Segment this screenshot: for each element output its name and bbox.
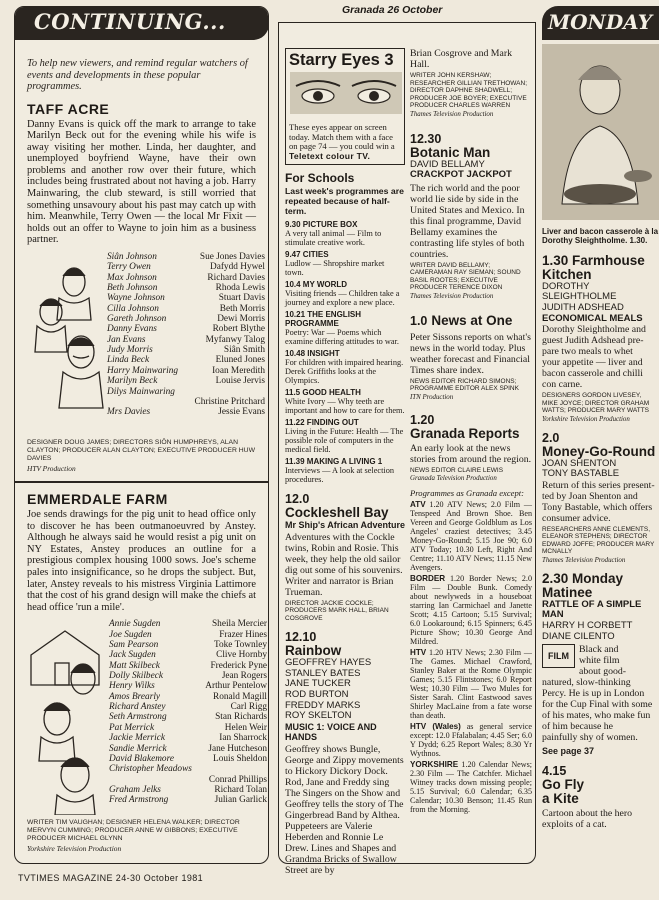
cast-role: Seth Armstrong [109,712,167,723]
schools-title: For Schools [285,171,355,186]
cast-actor: Julian Garlick [214,795,267,806]
date-header [278,0,536,24]
cast-role: Marilyn Beck [107,376,158,387]
cast-row [109,754,267,764]
cast-actor: Arthur Pentelow [205,681,267,692]
farmhouse-desc-line: your appetite — liver and [542,357,643,369]
cast-row [107,304,265,314]
cast-row [109,764,267,785]
cast-row [109,671,267,681]
cast-actor: Sue Jones Davies [199,252,265,263]
cast-role: Mrs Davies [107,407,151,418]
cast-row [109,712,267,722]
cast-row [107,355,265,365]
emmerdale-title: EMMERDALE FARM [27,491,168,508]
farmhouse-host: SLEIGHTHOLME [542,291,617,303]
news-desc: Peter Sissons reports on what's news in the world today. Plus weather forecast and Financial Times share index. [410,331,531,376]
money-host: TONY BASTABLE [542,468,620,480]
cast-actor: Jane Hutcheson [208,743,267,754]
cast-row [107,293,265,303]
cast-role: Jackie Merrick [109,733,166,744]
cast-row [107,407,265,417]
news-credits: NEWS EDITOR RICHARD SIMONS; PROGRAMME EDITOR ALEX SPINK [410,377,519,393]
matinee-desc-line: of his mates, who make fun [542,710,651,722]
regional-item [410,574,532,646]
cast-actor: Clive Hornby [216,650,267,661]
taff-acre-synopsis: Danny Evans is quick off the mark to arrange to take Marilyn Beck out for the evening while his wife is away visiting her mother. Linda, her daughter, and unemployed boyfriend Wayne, have their own problems and another row over their future, which includes being frustrated about not having a job. Harry Mainwaring, the club steward, is still worried that something unsavoury about his past may catch up with him. Meanwhile, Terry Owen — the local Mr Fixit — holds out an offer to Wayne to join him as a business partner. [27,118,256,246]
cast-role: Linda Beck [107,355,150,366]
regional-item [410,722,532,758]
matinee-film-title: RATTLE OF A SIMPLE [542,598,642,610]
rainbow-cast-member: JANE TUCKER [285,678,351,690]
schools-item-title: 10.4 MY WORLD [285,279,348,289]
farmhouse-host: DOROTHY [542,280,590,292]
money-credits-line: ELEANOR STEPHENS; DIRECTOR [542,533,648,541]
granada-reports-desc: An early look at the news stories from around the region. [410,442,532,465]
money-go-round-listing [542,431,659,564]
taff-acre-production: HTV Production [27,464,76,474]
regional-item [410,760,532,814]
cast-role: Henry Wilks [109,681,155,692]
cast-role: Graham Jelks [109,784,161,795]
farmhouse-desc-line: bacon casserole and chilli [542,368,643,380]
regional-variations-heading: Programmes as Granada except: [410,488,525,499]
schools-item-title: 11.39 MAKING A LIVING 1 [285,456,383,466]
taff-acre-cast-list [107,252,265,418]
cast-row [109,681,267,691]
cockleshell-credits: DIRECTOR JACKIE COCKLE; PRODUCERS MARK HALL, BRIAN COSGROVE [285,599,389,622]
cast-actor: Dewi Morris [217,314,265,325]
cast-role: Judy Morris [107,345,153,356]
cast-role: Beth Johnson [107,283,158,294]
cast-role: Danny Evans [107,324,157,335]
schools-item-desc: Visiting friends — Children take a journey and explore a new place. [285,288,400,307]
rainbow-time: 12.10 [285,630,317,645]
regional-variations [410,488,532,814]
rainbow-cast-member: STANLEY BATES [285,667,361,679]
matinee-cast: DIANE CILENTO [542,630,615,642]
schools-item [285,280,405,307]
cast-actor: Frazer Hines [219,629,267,640]
schools-item-title: 10.21 THE ENGLISH PROGRAMME [285,309,362,328]
farmhouse-desc-line: guest Judith Adshead pre- [542,335,644,347]
taff-acre-credits: DESIGNER DOUG JAMES; DIRECTORS SIÔN HUMPHREYS, ALAN CLAYTON; PRODUCER ALAN CLAYTON; EXECUTIVE PRODUCER HUW DAVIES [27,439,255,463]
schools-item-desc: Poetry: War — Poems which examine differing attitudes to war. [285,327,399,346]
region-name: YORKSHIRE [410,760,459,770]
cast-row [109,630,267,640]
cast-row [109,692,267,702]
money-desc-line: consumer advice. [542,512,611,524]
listings-column-a [285,48,405,876]
schools-item-desc: Living in the Future: Health — The possible role of computers in the medical field. [285,426,404,454]
cast-actor: Ioan Meredith [212,365,265,376]
cast-role: Terry Owen [107,262,151,273]
cockleshell-desc: Adventures with the Cockle twins, Robin and Rosie. This week, they help the old sailor dig out some of his souvenirs. Writer and narrator is Brian Trueman. [285,531,403,598]
starry-eyes-text-a: These eyes appear on screen today. Match them with a face on page 74 — you could win a [289,122,395,152]
cast-actor: Jessie Evans [218,407,265,418]
cast-role: Matt Skilbeck [109,660,160,671]
date-label: Granada 26 October [342,4,443,16]
news-time: 1.0 [410,313,428,328]
granada-reports-name: Granada Reports [410,425,520,441]
cast-role: Sam Pearson [109,640,159,651]
cast-actor: Siân Smith [223,345,265,356]
cast-actor: Stan Richards [215,712,267,723]
cast-actor: Carl Rigg [230,702,267,713]
money-name: Money-Go-Round [542,443,656,459]
farmhouse-time: 1.30 [542,253,569,268]
cast-role: Annie Sugden [109,619,161,630]
granada-reports-production: Granada Television Production [410,475,497,483]
cast-row [107,324,265,334]
farmhouse-credits-line: DESIGNERS GORDON LIVESEY, [542,392,642,400]
cast-row [109,744,267,754]
matinee-name: Matinee [542,584,593,600]
cast-role: Max Johnson [107,272,157,283]
cockleshell-name: Cockleshell Bay [285,504,389,520]
starry-eyes-text [286,121,404,164]
cast-row [109,661,267,671]
cast-row [109,702,267,712]
matinee-film-title: MAN [542,609,564,621]
regional-item [410,648,532,720]
cast-role: Fred Armstrong [109,795,169,806]
schools-item-title: 10.48 INSIGHT [285,348,340,358]
cook-photo [542,44,659,220]
cast-role: Amos Brearly [109,691,161,702]
money-production: Thames Television Production [542,556,626,564]
cast-row [107,314,265,324]
schools-item-title: 11.5 GOOD HEALTH [285,387,361,397]
money-desc-line: Return of this series present- [542,479,655,491]
schools-item [285,457,405,484]
matinee-desc-line: about good- [579,666,627,678]
emmerdale-synopsis: Joe sends drawings for the pig unit to head office only to discover he has been outmanoeuvred by Anstey. Although he always said he would resist a pig unit on NY Estates, Anstey produces an outline for a prestigious complex housing 1000 sows. Joe's scheme pales into insignificance, so he drops the subject. But, later, Anstey reveals to his mistress Virginia Lattimore that the cost of his grand design will make the chiefs at head office 'run a mile'. [27,509,256,613]
cast-actor: Conrad Phillips [208,774,267,785]
emmerdale-production: Yorkshire Television Production [27,844,122,854]
news-production: ITN Production [410,393,454,401]
cast-row [107,283,265,293]
kite-desc-line: Cartoon about the hero [542,808,633,820]
schools-item [285,349,405,385]
farmhouse-credits-line: WATTS; PRODUCER MARY WATTS [542,407,650,415]
cast-role: Dilys Mainwaring [107,386,175,397]
taff-acre-cast [15,252,268,457]
botanic-host: DAVID BELLAMY [410,158,485,170]
photo-caption-line: Dorothy Sleightholme. 1.30. [542,236,648,246]
farmhouse-kitchen-listing [542,254,659,423]
rainbow-desc: Geoffrey shows Bungle, George and Zippy movements to Hickory Dickory Dock. Rod, Jane and Freddy sing The Singers on the Show and Geoffrey tells the story of The Gingerbread Band by Althea. Puppeteers are Valerie Heberden and Ronnie Le Drew. Lines and Shapes and Grandma Bricks of Swallow Street are by [285,743,404,876]
rainbow-cast-member: GEOFFREY HAYES [285,657,372,669]
cast-role: Joe Sugden [109,629,152,640]
cast-role: Cilla Johnson [107,303,159,314]
photo-caption-line: Liver and bacon casserole à la [542,227,659,236]
matinee-desc-line: of him because he [542,721,613,733]
cast-role: Jan Evans [107,334,146,345]
cast-row [107,252,265,262]
farmhouse-episode: ECONOMICAL MEALS [542,312,643,324]
film-badge: FILM [542,644,575,668]
region-name: HTV (Wales) [410,722,461,732]
money-desc-line: ted by Joan Shenton and [542,490,638,502]
continuing-intro: To help new viewers, and remind regular watchers of events and developments in these popular programmes. [27,58,248,92]
cast-role: Christopher Meadows [109,764,192,775]
cast-role: Wayne Johnson [107,293,165,304]
cast-actor: Beth Morris [219,303,265,314]
schools-item [285,220,405,247]
cast-role: Pat Merrick [109,722,155,733]
schools-item [285,388,405,415]
cast-role: Gareth Johnson [107,314,167,325]
cast-row [107,366,265,376]
cast-actor: Jean Rogers [221,671,267,682]
monday-matinee-listing [542,572,659,756]
cast-row [107,387,265,408]
matinee-cast: HARRY H CORBETT [542,620,633,632]
cast-actor: Richard Davies [207,272,265,283]
botanic-episode: CRACKPOT JACKPOT [410,169,512,181]
schools-item-title: 9.47 CITIES [285,249,329,259]
listings-column-right [542,44,659,830]
botanic-production: Thames Television Production [410,292,494,300]
region-name: BORDER [410,574,446,584]
rainbow-name: Rainbow [285,643,342,659]
region-listing: as general service except: 12.0 Ffalabalan; 4.45 Ser; 6.0 Y Dydd; 6.25 Report Wales; 8.30 Yr Wythnos. [410,722,532,759]
cast-actor: Stuart Davis [218,293,265,304]
farmhouse-desc-line: Dorothy Sleightholme and [542,324,646,336]
botanic-name: Botanic Man [410,144,491,160]
region-listing: 1.20 HTV News; 2.30 Film — The Games. Michael Crawford, Stanley Baker at the Rome Olympic Games; 5.15 Flintstones; 6.0 Report West; 10.30 Film — Two Mules for Sister Sarah. Clint Eastwood saves Shirley MacLaine from a fate worse than death. [410,648,532,721]
cast-actor: Robert Blythe [212,324,265,335]
matinee-desc-line: Black and [579,644,619,656]
kite-name: Go Fly [542,777,585,793]
cast-actor: Rhoda Lewis [215,283,265,294]
cast-actor: Helen Weir [224,722,267,733]
region-name: HTV [410,648,427,658]
rainbow-cast-member: FREDDY MARKS [285,699,361,711]
matinee-desc-line: natured, slow-thinking [542,677,631,689]
farmhouse-credits-line: MIKE JOYCE; DIRECTOR GRAHAM [542,399,650,407]
cast-row [109,785,267,795]
schools-item [285,418,405,454]
rainbow-cast-member: ROY SKELTON [285,710,352,722]
emmerdale-cast [15,619,268,831]
cast-row [107,262,265,272]
cast-role: Harry Mainwaring [107,365,179,376]
schools-item-desc: White Ivory — Why teeth are important and how to care for them. [285,396,405,415]
cast-actor: Christine Pritchard [194,396,265,407]
rainbow-desc-continued: Brian Cosgrove and Mark Hall. [410,48,513,70]
see-page-link[interactable]: See page 37 [542,746,595,757]
kite-desc-line: exploits of a cat. [542,819,607,831]
money-credits-line: EDWARD JOFFE; PRODUCER MARY [542,540,655,548]
money-credits-line: RESEARCHERS ANNE CLEMENTS, [542,525,650,533]
taff-acre-title: TAFF ACRE [27,100,110,117]
starry-eyes-prize: Teletext colour TV. [289,150,371,161]
magazine-footer: TVTIMES MAGAZINE 24-30 October 1981 [18,873,204,883]
cast-row [109,619,267,629]
schools-item-desc: Ludlow — Shropshire market town. [285,258,385,277]
cast-role: Dolly Skilbeck [109,671,163,682]
farmhouse-desc-line: con carne. [542,379,583,391]
cast-row [109,723,267,733]
rainbow-episode: MUSIC 1: VOICE AND HANDS [285,721,377,742]
region-listing: 1.20 Border News; 2.0 Film — Double Bunk. Comedy about newlyweds in a houseboat starring Ian Carmichael and Janette Scott; 4.15 Cartoon; 5.15 Survival; 6.0 Lookaround; 6.15 Spinners; 6.45 Picture Show; 10.30 George And Mildred. [410,574,532,647]
go-fly-a-kite-listing [542,764,659,830]
matinee-desc-line: Percy. He is up in London [542,688,645,700]
cast-row [107,376,265,386]
region-name: ATV [410,500,426,510]
rainbow-credits: WRITER JOHN KERSHAW; RESEARCHER GILLIAN TRETHOWAN; DIRECTOR DAPHNE SHADWELL; PRODUCER JOE BOYER; EXECUTIVE PRODUCER CHARLES WARREN [410,72,528,109]
cast-actor: Dafydd Hywel [210,262,265,273]
schools-item-title: 9.30 PICTURE BOX [285,219,358,229]
botanic-credits: WRITER DAVID BELLAMY; CAMERAMAN RAY SIEMAN; SOUND BASIL ROOTES; EXECUTIVE PRODUCER TERENCE DIXON [410,261,521,292]
schools-note: Last week's programmes are repeated because of half-term. [285,186,404,216]
cast-role: Richard Anstey [109,702,166,713]
taff-acre-cast-illustration [29,260,119,410]
farmhouse-name: Farmhouse [572,253,645,268]
region-listing: 1.20 ATV News; 2.0 Film — Tenspeed And Brown Shoe. Ben Vereen and George Goldblum as Los Angeles' craziest detectives; 3.45 Money-Go-Round; 5.15 Joe 90; 6.0 ATV Today; 10.30 Left, Right And Centre; 11.10 ATV News; 11.15 New Avengers. [410,500,532,573]
schools-item-desc: For children with impaired hearing. Derek Griffiths looks at the Olympics. [285,357,404,385]
cast-row [109,650,267,660]
farmhouse-name-line: Kitchen [542,266,592,282]
cast-actor: Frederick Pyne [210,660,267,671]
farmhouse-time-title [542,254,659,268]
cast-role: Sandie Merrick [109,743,167,754]
cast-row [107,335,265,345]
farmhouse-guest: JUDITH ADSHEAD [542,302,624,313]
cast-row [107,345,265,355]
matinee-desc-line: white film [579,655,620,667]
emmerdale-cast-illustration [25,625,117,815]
news-name: News at One [431,312,513,328]
cast-row [109,640,267,650]
cast-actor: Ronald Magill [213,691,267,702]
emmerdale-cast-list [109,619,267,805]
emmerdale-credits: WRITER TIM VAUGHAN; DESIGNER HELENA WALKER; DIRECTOR MERVYN CUMMING; PRODUCER ANNE W GIBBONS; EXECUTIVE PRODUCER MICHAEL GLYNN [27,819,240,843]
continuing-panel [14,6,269,864]
day-label: MONDAY [548,10,652,34]
farmhouse-production: Yorkshire Television Production [542,415,630,423]
matinee-desc-line: painfully shy of women. [542,732,638,744]
granada-reports-credits: NEWS EDITOR CLAIRE LEWIS [410,466,504,474]
schools-item [285,250,405,277]
rainbow-cast-member: ROD BURTON [285,689,349,701]
granada-reports-time: 1.20 [410,412,435,427]
schools-item [285,310,405,346]
continuing-title: CONTINUING... [34,9,226,34]
money-desc-line: Tony Bastable, which offers [542,501,653,513]
cast-actor: Toke Townley [213,640,267,651]
botanic-desc: The rich world and the poor world lie side by side in the United States and Mexico. In this final programme, David Bellamy examines the contrasting life styles of both countries. [410,182,525,260]
kite-time: 4.15 [542,764,567,779]
cast-actor: Eluned Jones [215,355,265,366]
cockleshell-time: 12.0 [285,491,310,506]
listings-column-b [410,36,532,814]
cast-actor: Ian Sharrock [219,733,267,744]
cockleshell-episode: Mr Ship's African Adventure [285,519,405,530]
starry-eyes-title: Starry Eyes 3 [289,51,394,69]
schools-item-desc: Interviews — A look at selection procedures. [285,465,394,484]
cast-role: David Blakemore [109,753,174,764]
cast-actor: Sheila Mercier [212,619,267,630]
schools-item-title: 11.22 FINDING OUT [285,417,359,427]
cast-actor: Richard Tolan [214,784,267,795]
regional-item [410,500,532,572]
botanic-time: 12.30 [410,131,442,146]
cast-row [107,273,265,283]
cast-role: Jack Sugden [109,650,156,661]
starry-eyes-box [285,48,405,165]
matinee-time-title: 2.30 Monday [542,571,624,586]
cast-role: Siân Johnson [107,252,157,263]
region-listing: 1.20 Calendar News; 2.30 Film — The Catchfer. Michael Witney tracks down missing people; 5.15 Survival; 6.0 Calendar; 6.35 Calendar; 10.30 Benson; 11.45 Run from the Morning. [410,760,533,815]
cast-actor: Myfanwy Talog [205,334,265,345]
money-credits-line: MCNALLY [542,548,573,556]
money-time: 2.0 [542,430,560,445]
rainbow-production: Thames Television Production [410,110,494,118]
schools-item-desc: A very tall animal — Film to stimulate creative work. [285,228,382,247]
cast-row [109,733,267,743]
cast-actor: Louise Jervis [215,376,265,387]
money-host: JOAN SHENTON [542,457,617,469]
day-header [542,6,659,40]
cast-actor: Louis Sheldon [213,753,267,764]
kite-name: a Kite [542,791,579,807]
farmhouse-desc-line: pare two meals to whet [542,346,633,358]
matinee-desc-line: for the Cup Final with some [542,699,653,711]
cast-row [109,795,267,805]
continuing-header [14,6,269,40]
eyes-picture [290,72,402,114]
